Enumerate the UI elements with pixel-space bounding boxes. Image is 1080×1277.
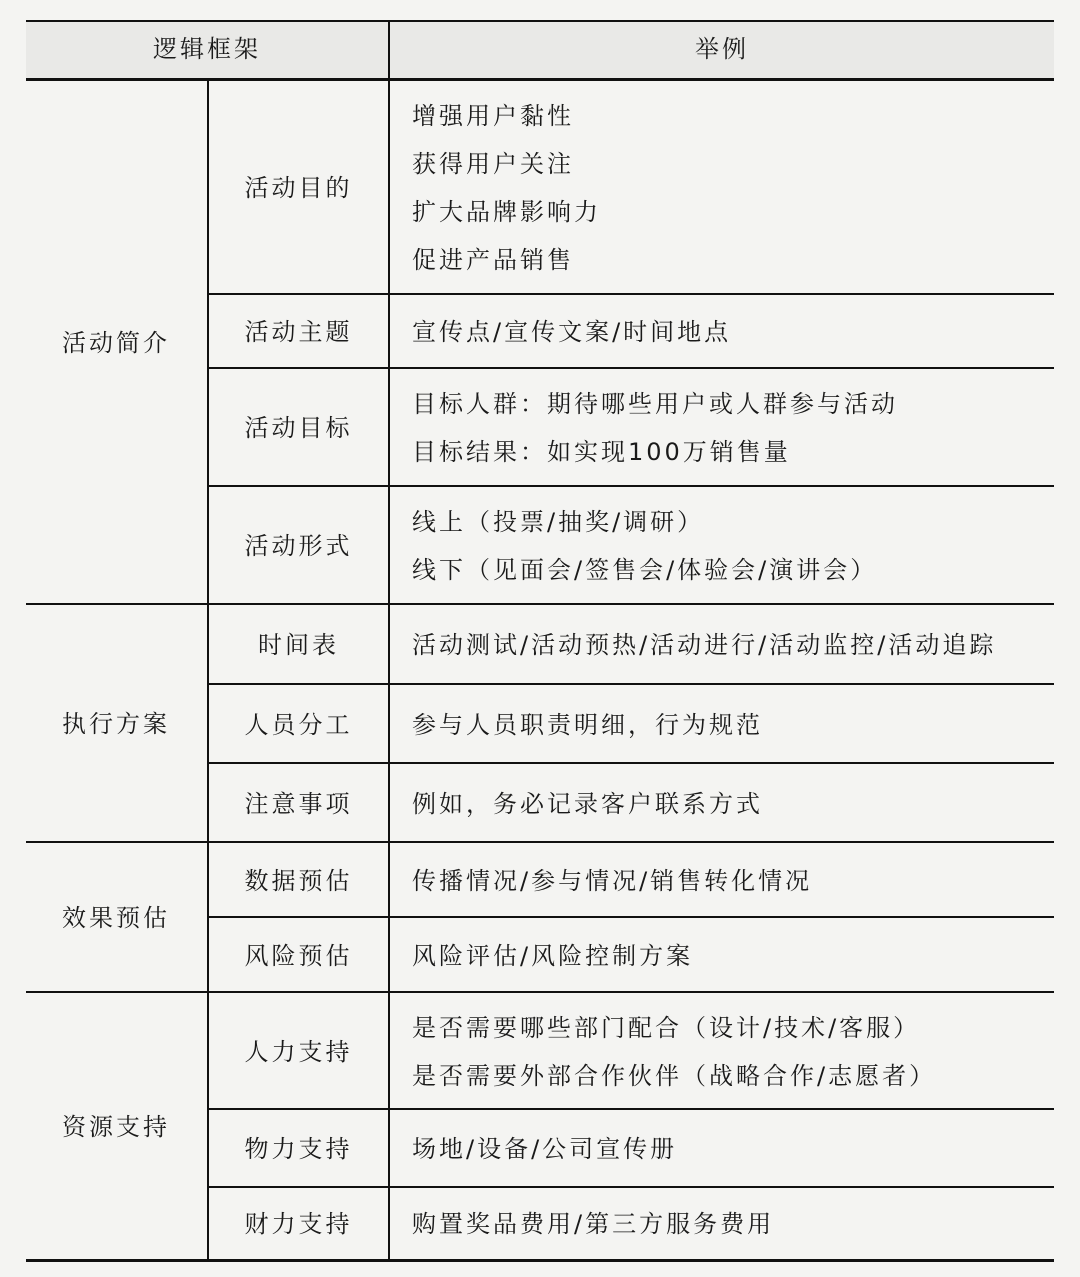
subcategory-label: 风险预估: [244, 941, 353, 970]
example-text: 扩大品牌影响力: [412, 197, 601, 226]
section-divider: [26, 841, 1054, 843]
example-text: 增强用户黏性: [412, 101, 574, 130]
example-text: 是否需要哪些部门配合（设计/技术/客服）: [412, 1013, 921, 1042]
example-text: 目标人群：期待哪些用户或人群参与活动: [412, 390, 898, 418]
subcategory-cell: [209, 844, 388, 917]
row-divider: [207, 916, 1054, 918]
header-examples-label: 举例: [695, 35, 749, 63]
examples-cell: [390, 488, 1054, 604]
section-label: 资源支持: [62, 1112, 170, 1141]
subcategory-cell: [209, 919, 388, 992]
subcategory-label: 活动形式: [244, 532, 353, 560]
subcategory-label: 注意事项: [244, 789, 353, 818]
example-text: 场地/设备/公司宣传册: [412, 1135, 678, 1163]
examples-cell: [390, 1111, 1054, 1187]
subcategory-cell: [209, 370, 388, 486]
framework-table: [26, 20, 1054, 1262]
examples-cell: [390, 296, 1054, 368]
subcategory-cell: [209, 488, 388, 604]
row-divider: [207, 762, 1054, 764]
example-text: 目标结果：如实现100万销售量: [412, 438, 791, 466]
examples-cell: [390, 994, 1054, 1109]
subcategory-label: 时间表: [258, 631, 339, 659]
header-framework-label: 逻辑框架: [153, 35, 261, 63]
subcategory-cell: [209, 686, 388, 763]
example-text: 促进产品销售: [412, 245, 574, 274]
subcategory-cell: [209, 606, 388, 684]
subcategory-label: 活动目的: [244, 173, 353, 202]
subcategory-label: 人员分工: [244, 710, 353, 739]
row-divider: [207, 293, 1054, 295]
section-cell: [26, 81, 206, 604]
section-label: 活动简介: [62, 328, 170, 357]
example-text: 线下（见面会/签售会/体验会/演讲会）: [412, 556, 878, 584]
subcategory-cell: [209, 81, 388, 294]
subcategory-cell: [209, 765, 388, 842]
examples-cell: [390, 81, 1054, 294]
example-text: 是否需要外部合作伙伴（战略合作/志愿者）: [412, 1061, 937, 1090]
subcategory-label: 物力支持: [244, 1135, 353, 1163]
examples-cell: [390, 844, 1054, 917]
row-divider: [207, 683, 1054, 685]
example-text: 参与人员职责明细，行为规范: [412, 710, 763, 739]
subcategory-cell: [209, 994, 388, 1109]
example-text: 传播情况/参与情况/销售转化情况: [412, 866, 813, 895]
bottom-border: [26, 1259, 1054, 1262]
subcategory-label: 活动主题: [244, 318, 353, 346]
subcategory-cell: [209, 1189, 388, 1259]
example-text: 线上（投票/抽奖/调研）: [412, 508, 705, 536]
section-label: 执行方案: [62, 710, 170, 738]
subcategory-cell: [209, 1111, 388, 1187]
section-label: 效果预估: [62, 904, 170, 932]
subcategory-cell: [209, 296, 388, 368]
example-text: 例如，务必记录客户联系方式: [412, 789, 763, 818]
example-text: 获得用户关注: [412, 149, 574, 178]
examples-cell: [390, 919, 1054, 992]
row-divider: [207, 1186, 1054, 1188]
example-text: 购置奖品费用/第三方服务费用: [412, 1210, 775, 1238]
section-cell: [26, 606, 206, 842]
example-text: 活动测试/活动预热/活动进行/活动监控/活动追踪: [412, 631, 997, 659]
section-cell: [26, 994, 206, 1259]
example-text: 宣传点/宣传文案/时间地点: [412, 318, 732, 346]
examples-cell: [390, 1189, 1054, 1259]
row-divider: [207, 485, 1054, 487]
row-divider: [207, 367, 1054, 369]
section-cell: [26, 844, 206, 992]
subcategory-label: 财力支持: [244, 1210, 353, 1238]
top-border: [26, 20, 1054, 22]
column-divider-right: [388, 20, 390, 1259]
section-divider: [26, 991, 1054, 993]
subcategory-label: 活动目标: [244, 414, 353, 442]
examples-cell: [390, 765, 1054, 842]
examples-cell: [390, 686, 1054, 763]
examples-cell: [390, 606, 1054, 684]
column-divider-left: [207, 81, 209, 1259]
subcategory-label: 人力支持: [244, 1037, 353, 1066]
example-text: 风险评估/风险控制方案: [412, 941, 694, 970]
section-divider: [26, 603, 1054, 605]
row-divider: [207, 1108, 1054, 1110]
examples-cell: [390, 370, 1054, 486]
header-divider: [26, 78, 1054, 81]
header-cell-examples: [390, 20, 1054, 78]
header-cell-framework: [26, 20, 388, 78]
subcategory-label: 数据预估: [244, 866, 353, 895]
